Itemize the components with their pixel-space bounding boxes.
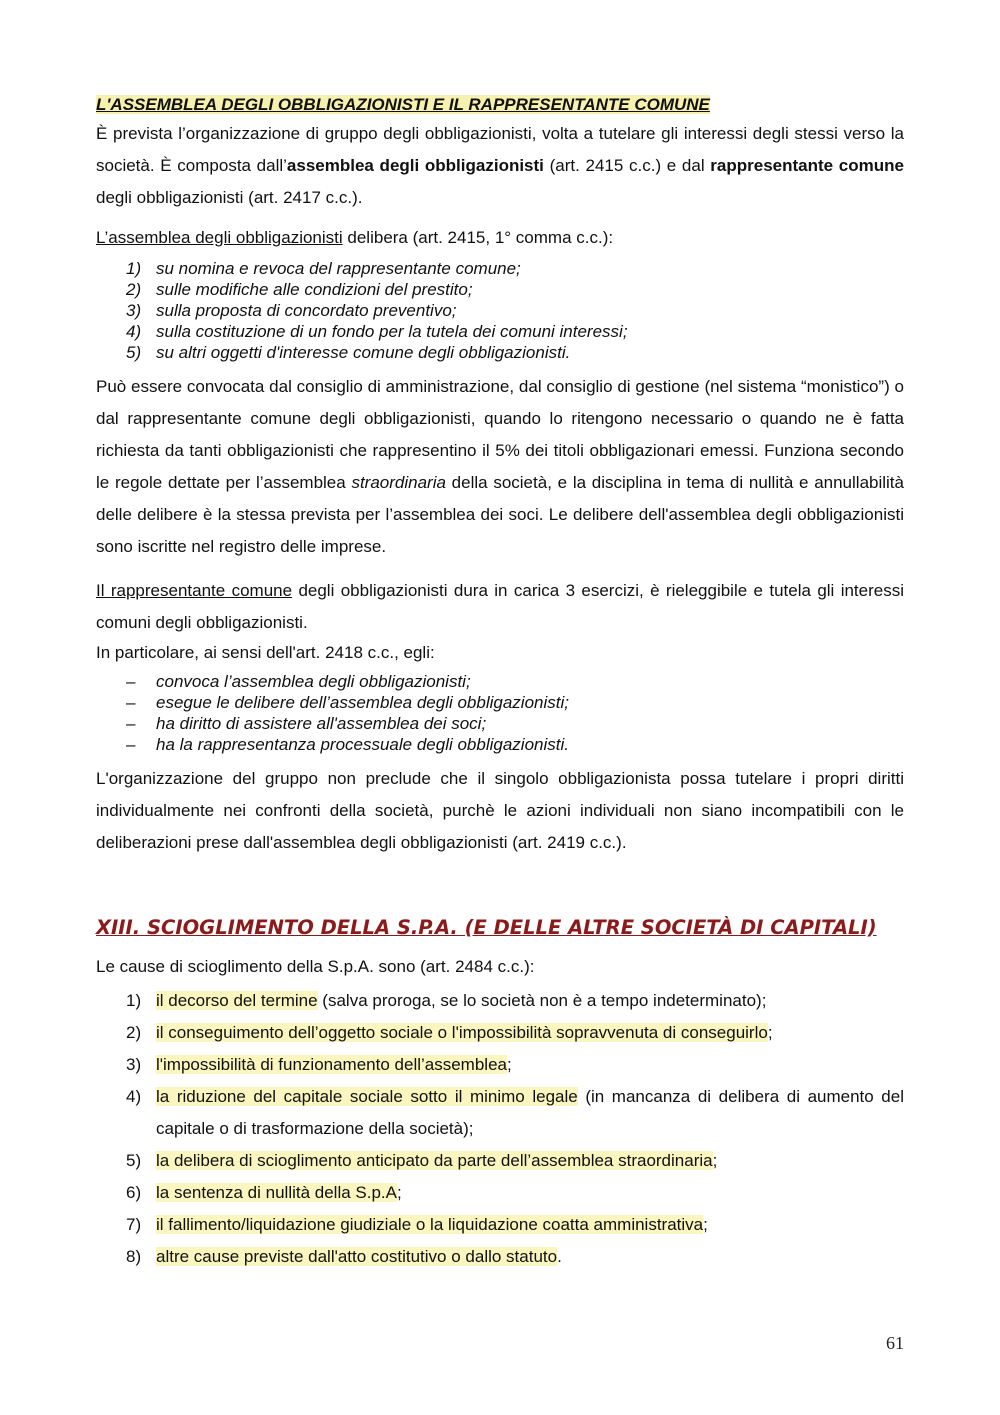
convocation-paragraph <box>96 371 904 563</box>
list-text: ha la rappresentanza processuale degli obbligazionisti. <box>156 735 569 754</box>
list-item <box>96 1081 904 1145</box>
highlighted-text: il fallimento/liquidazione giudiziale o la liquidazione coatta amministrativa <box>156 1215 704 1234</box>
assembly-lead-paragraph <box>96 222 904 254</box>
list-item <box>96 1145 904 1177</box>
representative-paragraph <box>96 575 904 639</box>
list-text: sulla costituzione di un fondo per la tutela dei comuni interessi; <box>156 322 628 341</box>
page-number: 61 <box>886 1333 904 1353</box>
dissolution-causes-list <box>96 985 904 1273</box>
list-number: 3) <box>126 301 142 320</box>
list-text: ; <box>712 1151 718 1170</box>
list-text: . <box>557 1247 562 1266</box>
highlighted-text: il decorso del termine <box>156 991 318 1010</box>
list-number: 5) <box>126 1151 142 1170</box>
list-item <box>96 279 904 300</box>
list-item <box>96 300 904 321</box>
representative-duties-list <box>96 671 904 755</box>
list-text: ha diritto di assistere all'assemblea dei soci; <box>156 714 487 733</box>
highlighted-text: la riduzione del capitale sociale sotto il minimo legale <box>156 1087 578 1106</box>
list-number: 4) <box>126 1087 142 1106</box>
list-text: ; <box>703 1215 708 1234</box>
list-item <box>96 258 904 279</box>
assembly-lead-underlined: L’assemblea degli obbligazionisti <box>96 228 343 247</box>
list-item <box>96 1017 904 1049</box>
representative-line2: In particolare, ai sensi dell'art. 2418 c.c., egli: <box>96 643 435 662</box>
convocation-text-2: della società, e la disciplina in tema di nullità e annullabilità delle delibere è la stessa prevista per l’assemblea dei soci. Le delibere dell'assemblea degli obbligazionisti sono iscritte nel registro delle imprese. <box>96 473 904 556</box>
highlighted-text: l'impossibilità di funzionamento dell’assemblea <box>156 1055 507 1074</box>
assembly-powers-list <box>96 258 904 363</box>
intro-bold-assembly: assemblea degli obbligazionisti <box>286 156 544 175</box>
document-page <box>96 92 904 1273</box>
list-text: sulla proposta di concordato preventivo; <box>156 301 457 320</box>
assembly-lead-rest: delibera (art. 2415, 1° comma c.c.): <box>342 228 614 247</box>
dash-bullet: – <box>126 735 136 754</box>
representative-underlined: Il rappresentante comune <box>96 581 293 600</box>
convocation-italic: straordinaria <box>351 473 446 492</box>
intro-text-1: È prevista l’organizzazione di gruppo degli obbligazionisti, volta a tutelare gli interessi degli stessi verso la società. È composta dall’ <box>96 124 904 175</box>
list-text: ; <box>767 1023 773 1042</box>
intro-bold-representative: rappresentante comune <box>710 156 904 175</box>
list-text: ; <box>506 1055 512 1074</box>
highlighted-text: altre cause previste dall'atto costitutivo o dallo statuto <box>156 1247 558 1266</box>
highlighted-text: il conseguimento dell’oggetto sociale o l'impossibilità sopravvenuta di conseguirlo <box>156 1023 768 1042</box>
list-text: (salva proroga, se lo società non è a tempo indeterminato); <box>317 991 767 1010</box>
list-text: su altri oggetti d'interesse comune degli obbligazionisti. <box>156 343 571 362</box>
list-item <box>96 734 904 755</box>
list-item <box>96 713 904 734</box>
highlighted-text: la delibera di scioglimento anticipato da parte dell’assemblea straordinaria <box>156 1151 713 1170</box>
list-number: 1) <box>126 991 142 1010</box>
list-text: esegue le delibere dell’assemblea degli obbligazionisti; <box>156 693 569 712</box>
list-number: 3) <box>126 1055 142 1074</box>
list-number: 7) <box>126 1215 142 1234</box>
convocation-text-1: Può essere convocata dal consiglio di amministrazione, dal consiglio di gestione (nel sistema “monistico”) o dal rappresentante comune degli obbligazionisti, quando lo ritengono necessario o quando ne è fatta richiesta da tanti obbligazionisti che rappresentino il 5% dei titoli obbligazionari emessi. Funziona secondo le regole dettate per l’assemblea <box>96 377 904 492</box>
list-number: 2) <box>126 1023 142 1042</box>
list-item <box>96 321 904 342</box>
intro-paragraph <box>96 118 904 214</box>
list-item <box>96 1209 904 1241</box>
list-text: convoca l’assemblea degli obbligazionisti; <box>156 672 471 691</box>
section-title-dissolution: XIII. SCIOGLIMENTO DELLA S.P.A. (E DELLE ALTRE SOCIETÀ DI CAPITALI) <box>96 916 877 939</box>
list-number: 6) <box>126 1183 142 1202</box>
intro-text-2: (art. 2415 c.c.) e dal <box>543 156 711 175</box>
list-item <box>96 692 904 713</box>
closing-paragraph: L'organizzazione del gruppo non preclude che il singolo obbligazionista possa tutelare i propri diritti individualmente nei confronti della società, purchè le azioni individuali non siano incompatibili con le deliberazioni prese dall'assemblea degli obbligazionisti (art. 2419 c.c.). <box>96 769 904 852</box>
list-item <box>96 342 904 363</box>
list-number: 8) <box>126 1247 142 1266</box>
list-text: sulle modifiche alle condizioni del prestito; <box>156 280 473 299</box>
dash-bullet: – <box>126 693 136 712</box>
intro-text-3: degli obbligazionisti (art. 2417 c.c.). <box>96 188 363 207</box>
list-item <box>96 671 904 692</box>
causes-lead-paragraph: Le cause di scioglimento della S.p.A. sono (art. 2484 c.c.): <box>96 957 535 976</box>
list-text: su nomina e revoca del rappresentante comune; <box>156 259 521 278</box>
dash-bullet: – <box>126 714 136 733</box>
list-item <box>96 985 904 1017</box>
list-item <box>96 1049 904 1081</box>
highlighted-text: la sentenza di nullità della S.p.A <box>156 1183 397 1202</box>
list-number: 1) <box>126 259 142 278</box>
list-number: 4) <box>126 322 142 341</box>
list-text: ; <box>397 1183 402 1202</box>
dash-bullet: – <box>126 672 136 691</box>
list-item <box>96 1241 904 1273</box>
list-text: (in mancanza di delibera di aumento del capitale o di trasformazione della società); <box>156 1087 904 1138</box>
representative-rest: degli obbligazionisti dura in carica 3 esercizi, è rieleggibile e tutela gli interessi comuni degli obbligazionisti. <box>96 581 904 632</box>
list-number: 5) <box>126 343 142 362</box>
section-heading-bondholders: L'ASSEMBLEA DEGLI OBBLIGAZIONISTI E IL RAPPRESENTANTE COMUNE <box>96 95 710 114</box>
list-item <box>96 1177 904 1209</box>
list-number: 2) <box>126 280 142 299</box>
